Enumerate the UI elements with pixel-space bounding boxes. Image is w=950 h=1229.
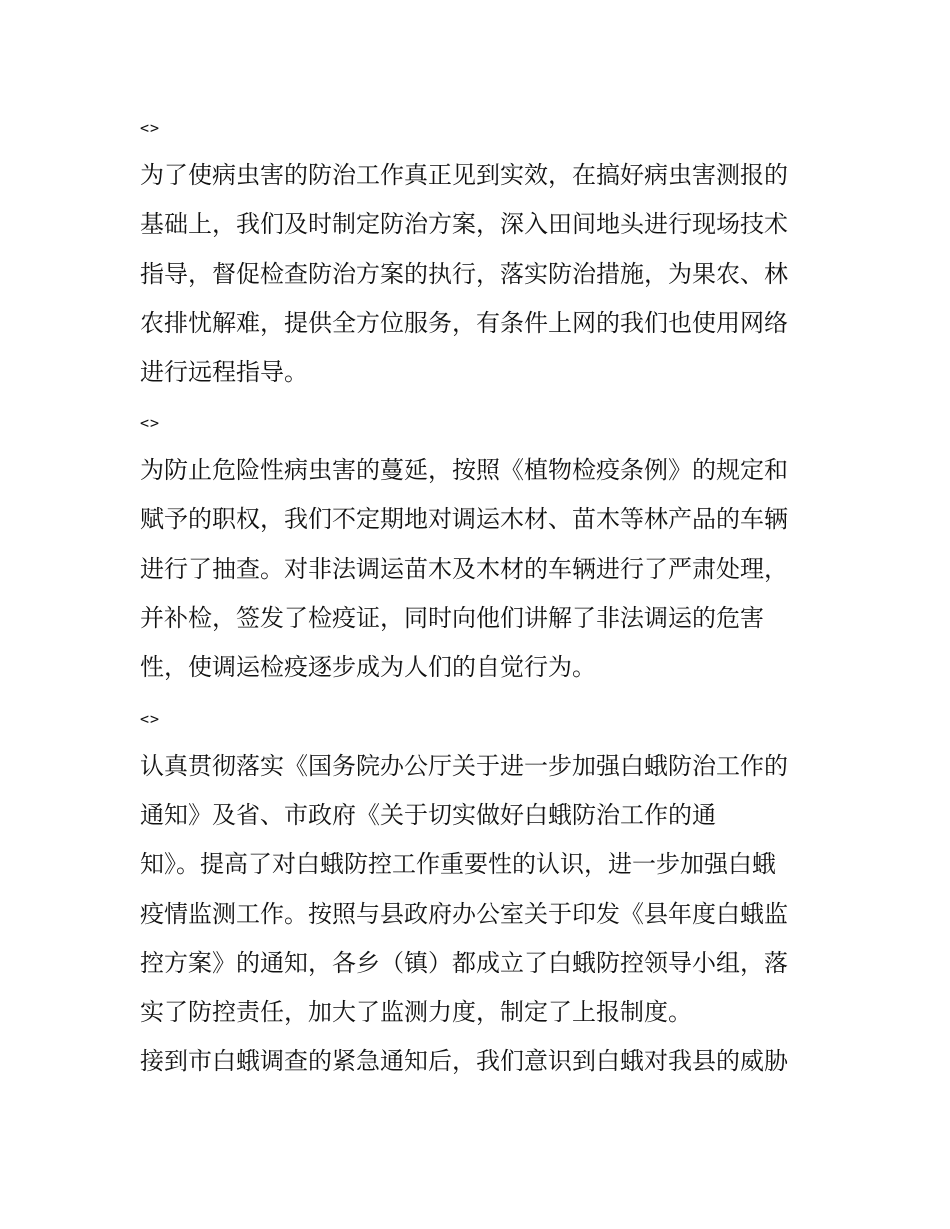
paragraph-line: 接到市白蛾调查的紧急通知后，我们意识到白蛾对我县的威胁 xyxy=(140,1047,788,1075)
paragraph-line: 为防止危险性病虫害的蔓延，按照《植物检疫条例》的规定和 xyxy=(140,456,788,484)
section-marker: <> xyxy=(140,119,161,137)
paragraph-line: 控方案》的通知，各乡（镇）都成立了白蛾防控领导小组，落 xyxy=(140,949,788,977)
paragraph-line: 赋予的职权，我们不定期地对调运木材、苗木等林产品的车辆 xyxy=(140,505,788,533)
paragraph-line: 认真贯彻落实《国务院办公厅关于进一步加强白蛾防治工作的 xyxy=(140,752,788,780)
section-marker: <> xyxy=(140,414,161,432)
paragraph-line: 为了使病虫害的防治工作真正见到实效，在搞好病虫害测报的 xyxy=(140,161,788,189)
paragraph-line: 农排忧解难，提供全方位服务，有条件上网的我们也使用网络 xyxy=(140,309,788,337)
section-marker: <> xyxy=(140,710,161,728)
paragraph-line: 基础上，我们及时制定防治方案，深入田间地头进行现场技术 xyxy=(140,210,788,238)
paragraph-line: 进行远程指导。 xyxy=(140,358,308,386)
paragraph-line: 进行了抽查。对非法调运苗木及木材的车辆进行了严肃处理， xyxy=(140,555,788,583)
paragraph-line: 知》。提高了对白蛾防控工作重要性的认识，进一步加强白蛾 xyxy=(140,850,776,878)
paragraph-line: 性，使调运检疫逐步成为人们的自觉行为。 xyxy=(140,653,596,681)
paragraph-line: 实了防控责任，加大了监测力度，制定了上报制度。 xyxy=(140,998,692,1026)
paragraph-line: 疫情监测工作。按照与县政府办公室关于印发《县年度白蛾监 xyxy=(140,900,788,928)
paragraph-line: 指导，督促检查防治方案的执行，落实防治措施，为果农、林 xyxy=(140,260,788,288)
paragraph-line: 通知》及省、市政府《关于切实做好白蛾防治工作的通 xyxy=(140,801,716,829)
paragraph-line: 并补检，签发了检疫证，同时向他们讲解了非法调运的危害 xyxy=(140,604,764,632)
